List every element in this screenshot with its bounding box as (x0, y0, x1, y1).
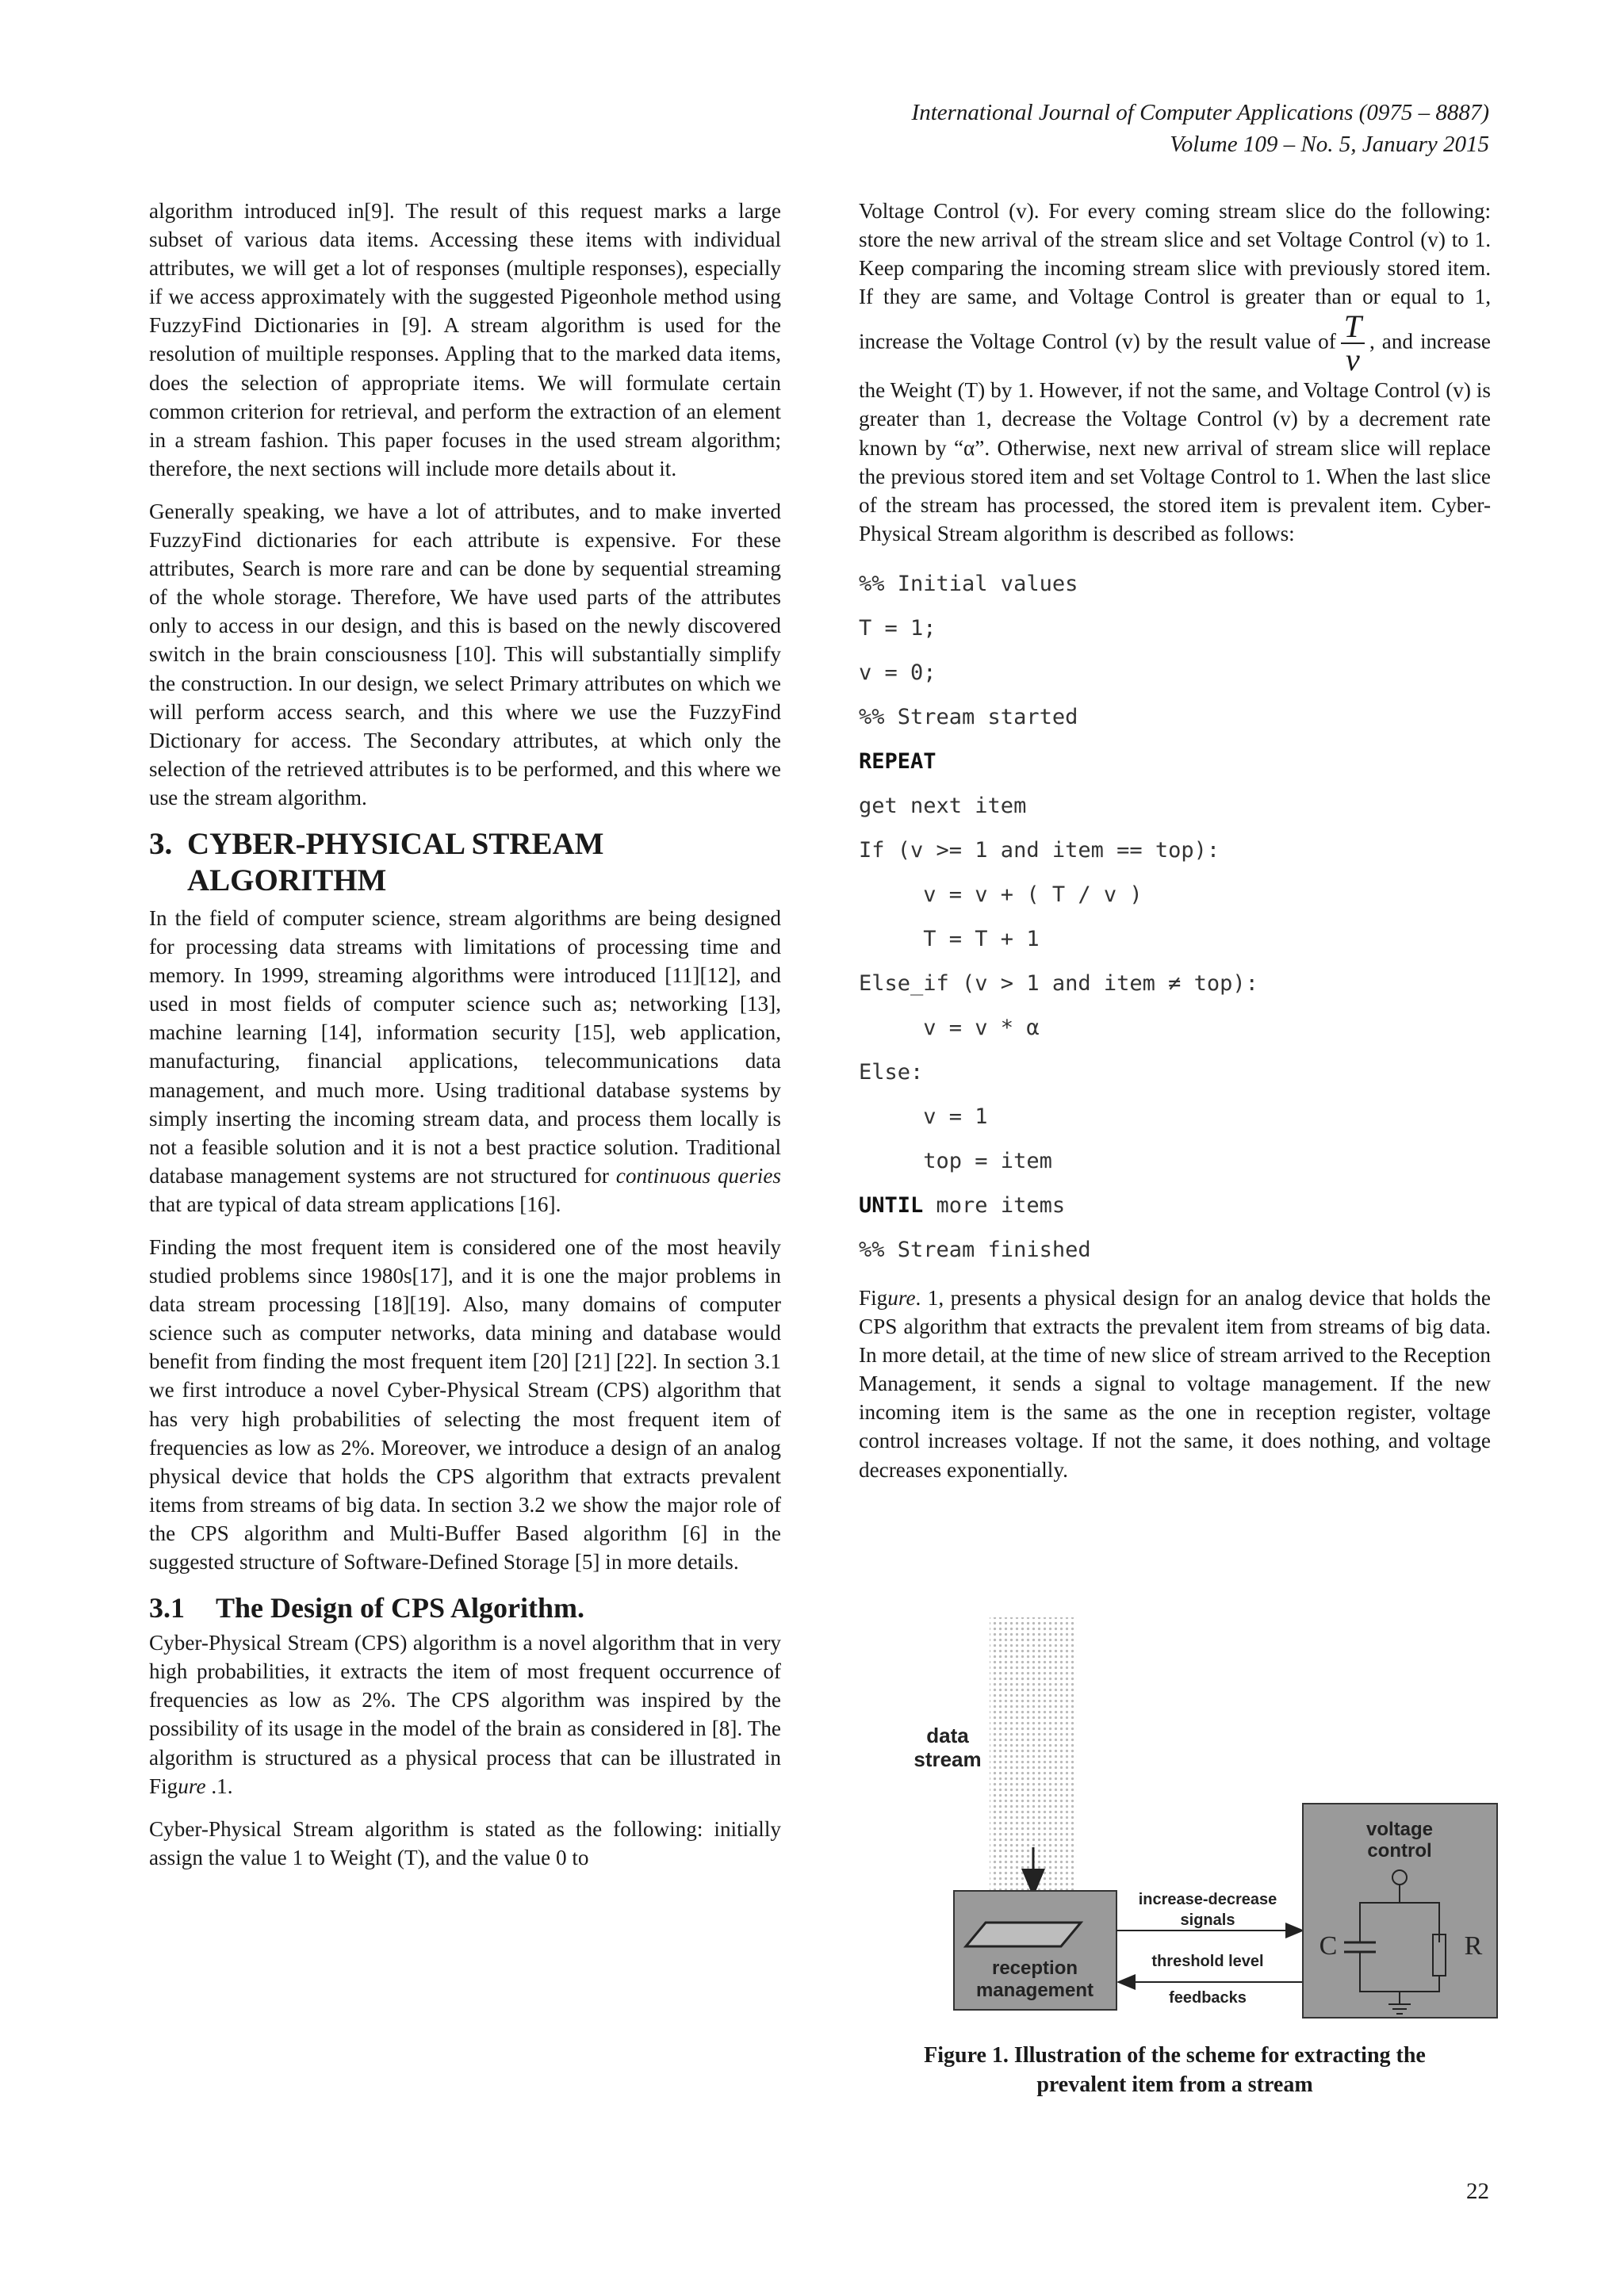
paragraph: Generally speaking, we have a lot of attributes, and to make inverted FuzzyFind dictionaries for each attribute is expensive. For these attributes, Search is more rare and can be done by sequential streaming of the whole storage. Therefore, We have used parts of the attributes only to access in our design, and this is based on the newly discovered switch in the brain consciousness [10]. This will substantially simplify the construction. In our design, we select Primary attributes on which we will perform access search, and this where we use the FuzzyFind Dictionary for access. The Secondary attributes, at which only the selection of the retrieved attributes is to be performed, and this where we use the stream algorithm. (149, 499, 781, 809)
paragraph (149, 1628, 781, 1800)
emphasis: ure (178, 1774, 206, 1798)
code-line: v = 1 (859, 1104, 988, 1129)
resistor-label: R (1464, 1931, 1483, 1961)
subsection-heading (149, 1590, 781, 1625)
code-line (859, 1184, 1491, 1228)
code-line: get next item (859, 793, 1027, 818)
caption-line: Figure 1. Illustration of the scheme for extracting the (924, 2043, 1426, 2068)
journal-volume: Volume 109 – No. 5, January 2015 (1170, 132, 1489, 157)
figure-caption (859, 2041, 1491, 2099)
section-title: CYBER-PHYSICAL STREAM (187, 826, 604, 861)
fraction-numerator: T (1341, 311, 1365, 344)
section-heading (149, 826, 781, 899)
data-stream-label: data (926, 1724, 969, 1747)
voltage-control-label: voltage (1365, 1819, 1434, 1840)
paragraph: algorithm introduced in[9]. The result of this request marks a large subset of various data items. Accessing these items with individual attributes, we will get a lot of responses (multiple responses), especially if we access approximately with the suggested Pigeonhole method using FuzzyFind Dictionaries in [9]. A stream algorithm is used for the resolution of muiltiple responses. Appling that to the marked data items, does the selection of appropriate items. We will formulate certain common criterion for retrieval, and perform the extraction of an element in a stream fashion. This paper focuses in the used stream algorithm; therefore, the next sections will include more details about it. (149, 199, 781, 480)
feedback-label: feedbacks (1169, 1989, 1247, 2007)
emphasis: continuous queries (615, 1163, 781, 1188)
paragraph: Cyber-Physical Stream algorithm is stated as the following: initially assign the value 1 to Weight (T), and the value 0 to (149, 1816, 781, 1869)
reception-label: reception (991, 1957, 1078, 1979)
code-line: If (v >= 1 and item == top): (859, 837, 1220, 863)
code-line: %% Stream finished (859, 1237, 1091, 1262)
reception-label: management (975, 1980, 1094, 2001)
code-line: T = T + 1 (859, 926, 1040, 951)
code-line: T = 1; (859, 615, 936, 641)
subsection-number: 3.1 (149, 1592, 185, 1624)
code-line: v = 0; (859, 660, 936, 685)
fraction-t-over-v (1341, 308, 1365, 378)
text-run: . 1, presents a physical design for an analog device that holds the CPS algorithm that extracts the prevalent item from streams of big data. In more detail, at the time of new slice of stream arrived to the Reception Management, it sends a signal to voltage management. If the new incoming item is the same as the one in reception register, voltage control increases voltage. If not the same, it does nothing, and voltage decreases exponentially. (859, 1285, 1491, 1482)
paragraph (149, 904, 781, 1219)
section-title-cont: ALGORITHM (187, 863, 387, 897)
paragraph (859, 197, 1491, 548)
code-line: REPEAT (859, 748, 936, 774)
text-run: that are typical of data stream applications [16]. (149, 1192, 561, 1216)
code-text: more items (923, 1192, 1066, 1218)
code-line: Else: (859, 1059, 924, 1085)
reception-register-plate (966, 1923, 1081, 1946)
signal-label: signals (1180, 1911, 1235, 1929)
caption-line: prevalent item from a stream (1036, 2072, 1313, 2097)
journal-header (912, 97, 1489, 160)
subsection-title: The Design of CPS Algorithm. (216, 1592, 585, 1624)
text-run: Voltage Control (v). For every coming stream slice do the following: store the new arrival of the stream slice and set Voltage Control (v) to 1. Keep comparing the incoming stream slice with previously stored item. If they are same, and Voltage Control is greater than or equal to 1, increase the Voltage Control (v) by the result value of (859, 199, 1491, 354)
figure-diagram (859, 1609, 1525, 2022)
signal-label: increase-decrease (1138, 1891, 1277, 1908)
text-run: In the field of computer science, stream algorithms are being designed for processing data streams with limitations of processing time and memory. In 1999, streaming algorithms were introduced [11][12], and used in most fields of computer science such as; networking [13], machine learning [14], information security [15], web application, manufacturing, financial applications, telecommunications data management, and much more. Using traditional database systems by simply inserting the incoming stream data, and process them locally is not a feasible solution and it is not a best practice solution. Traditional database management systems are not structured for (149, 905, 781, 1188)
text-run: Cyber-Physical Stream (CPS) algorithm is a novel algorithm that in very high probabilities, it extracts the item of most frequent occurrence of frequencies as low as 2%. The CPS algorithm was inspired by the possibility of its usage in the model of the brain as considered in [8]. The algorithm is structured as a physical process that can be illustrated in Fig (149, 1631, 781, 1798)
paragraph: Finding the most frequent item is considered one of the most heavily studied problems since 1980s[17], and it is one the major problems in data stream processing [18][19]. Also, many domains of computer science such as computer networks, data mining and database would benefit from finding the most frequent item [20] [21] [22]. In section 3.1 we first introduce a novel Cyber-Physical Stream (CPS) algorithm that has very high probabilities of selecting the most frequent item of frequencies as low as 2%. Moreover, we introduce a design of an analog physical device that holds the CPS algorithm that extracts prevalent items from streams of big data. In section 3.2 we show the major role of the CPS algorithm and Multi-Buffer Based algorithm [6] in the suggested structure of Software-Defined Storage [5] in more details. (149, 1235, 781, 1575)
code-line: %% Stream started (859, 704, 1078, 729)
code-line: v = v * α (859, 1015, 1040, 1040)
text-run: .1. (205, 1774, 233, 1798)
journal-title: International Journal of Computer Applications (0975 – 8887) (911, 100, 1489, 125)
code-line: Else_if (v > 1 and item ≠ top): (859, 970, 1258, 996)
algorithm-code (859, 562, 1491, 1272)
code-line: v = v + ( T / v ) (859, 882, 1143, 907)
left-column (149, 197, 781, 1886)
page-number: 22 (1466, 2179, 1489, 2204)
data-stream-label: stream (914, 1747, 982, 1771)
code-line: %% Initial values (859, 571, 1078, 596)
capacitor-label: C (1319, 1931, 1338, 1961)
feedback-label: threshold level (1151, 1953, 1264, 1970)
code-keyword: UNTIL (859, 1192, 924, 1218)
paragraph (859, 1284, 1491, 1484)
code-line: top = item (859, 1148, 1052, 1173)
text-run: Fig (859, 1285, 888, 1310)
voltage-control-label: control (1367, 1840, 1432, 1862)
emphasis: ure (887, 1285, 916, 1310)
text-run: , and increase the Weight (T) by 1. However, if not the same, and Voltage Control (v) is greater than 1, decrease the Voltage Control (v) by a decrement rate known by “α”. Otherwise, next new arrival of stream slice will replace the previous stored item and set Voltage Control to 1. When the last slice of the stream has processed, the stored item is prevalent item. Cyber-Physical Stream algorithm is described as follows: (859, 329, 1491, 545)
right-column (859, 197, 1491, 1498)
fraction-denominator: v (1346, 342, 1360, 378)
section-number: 3. (149, 826, 173, 861)
